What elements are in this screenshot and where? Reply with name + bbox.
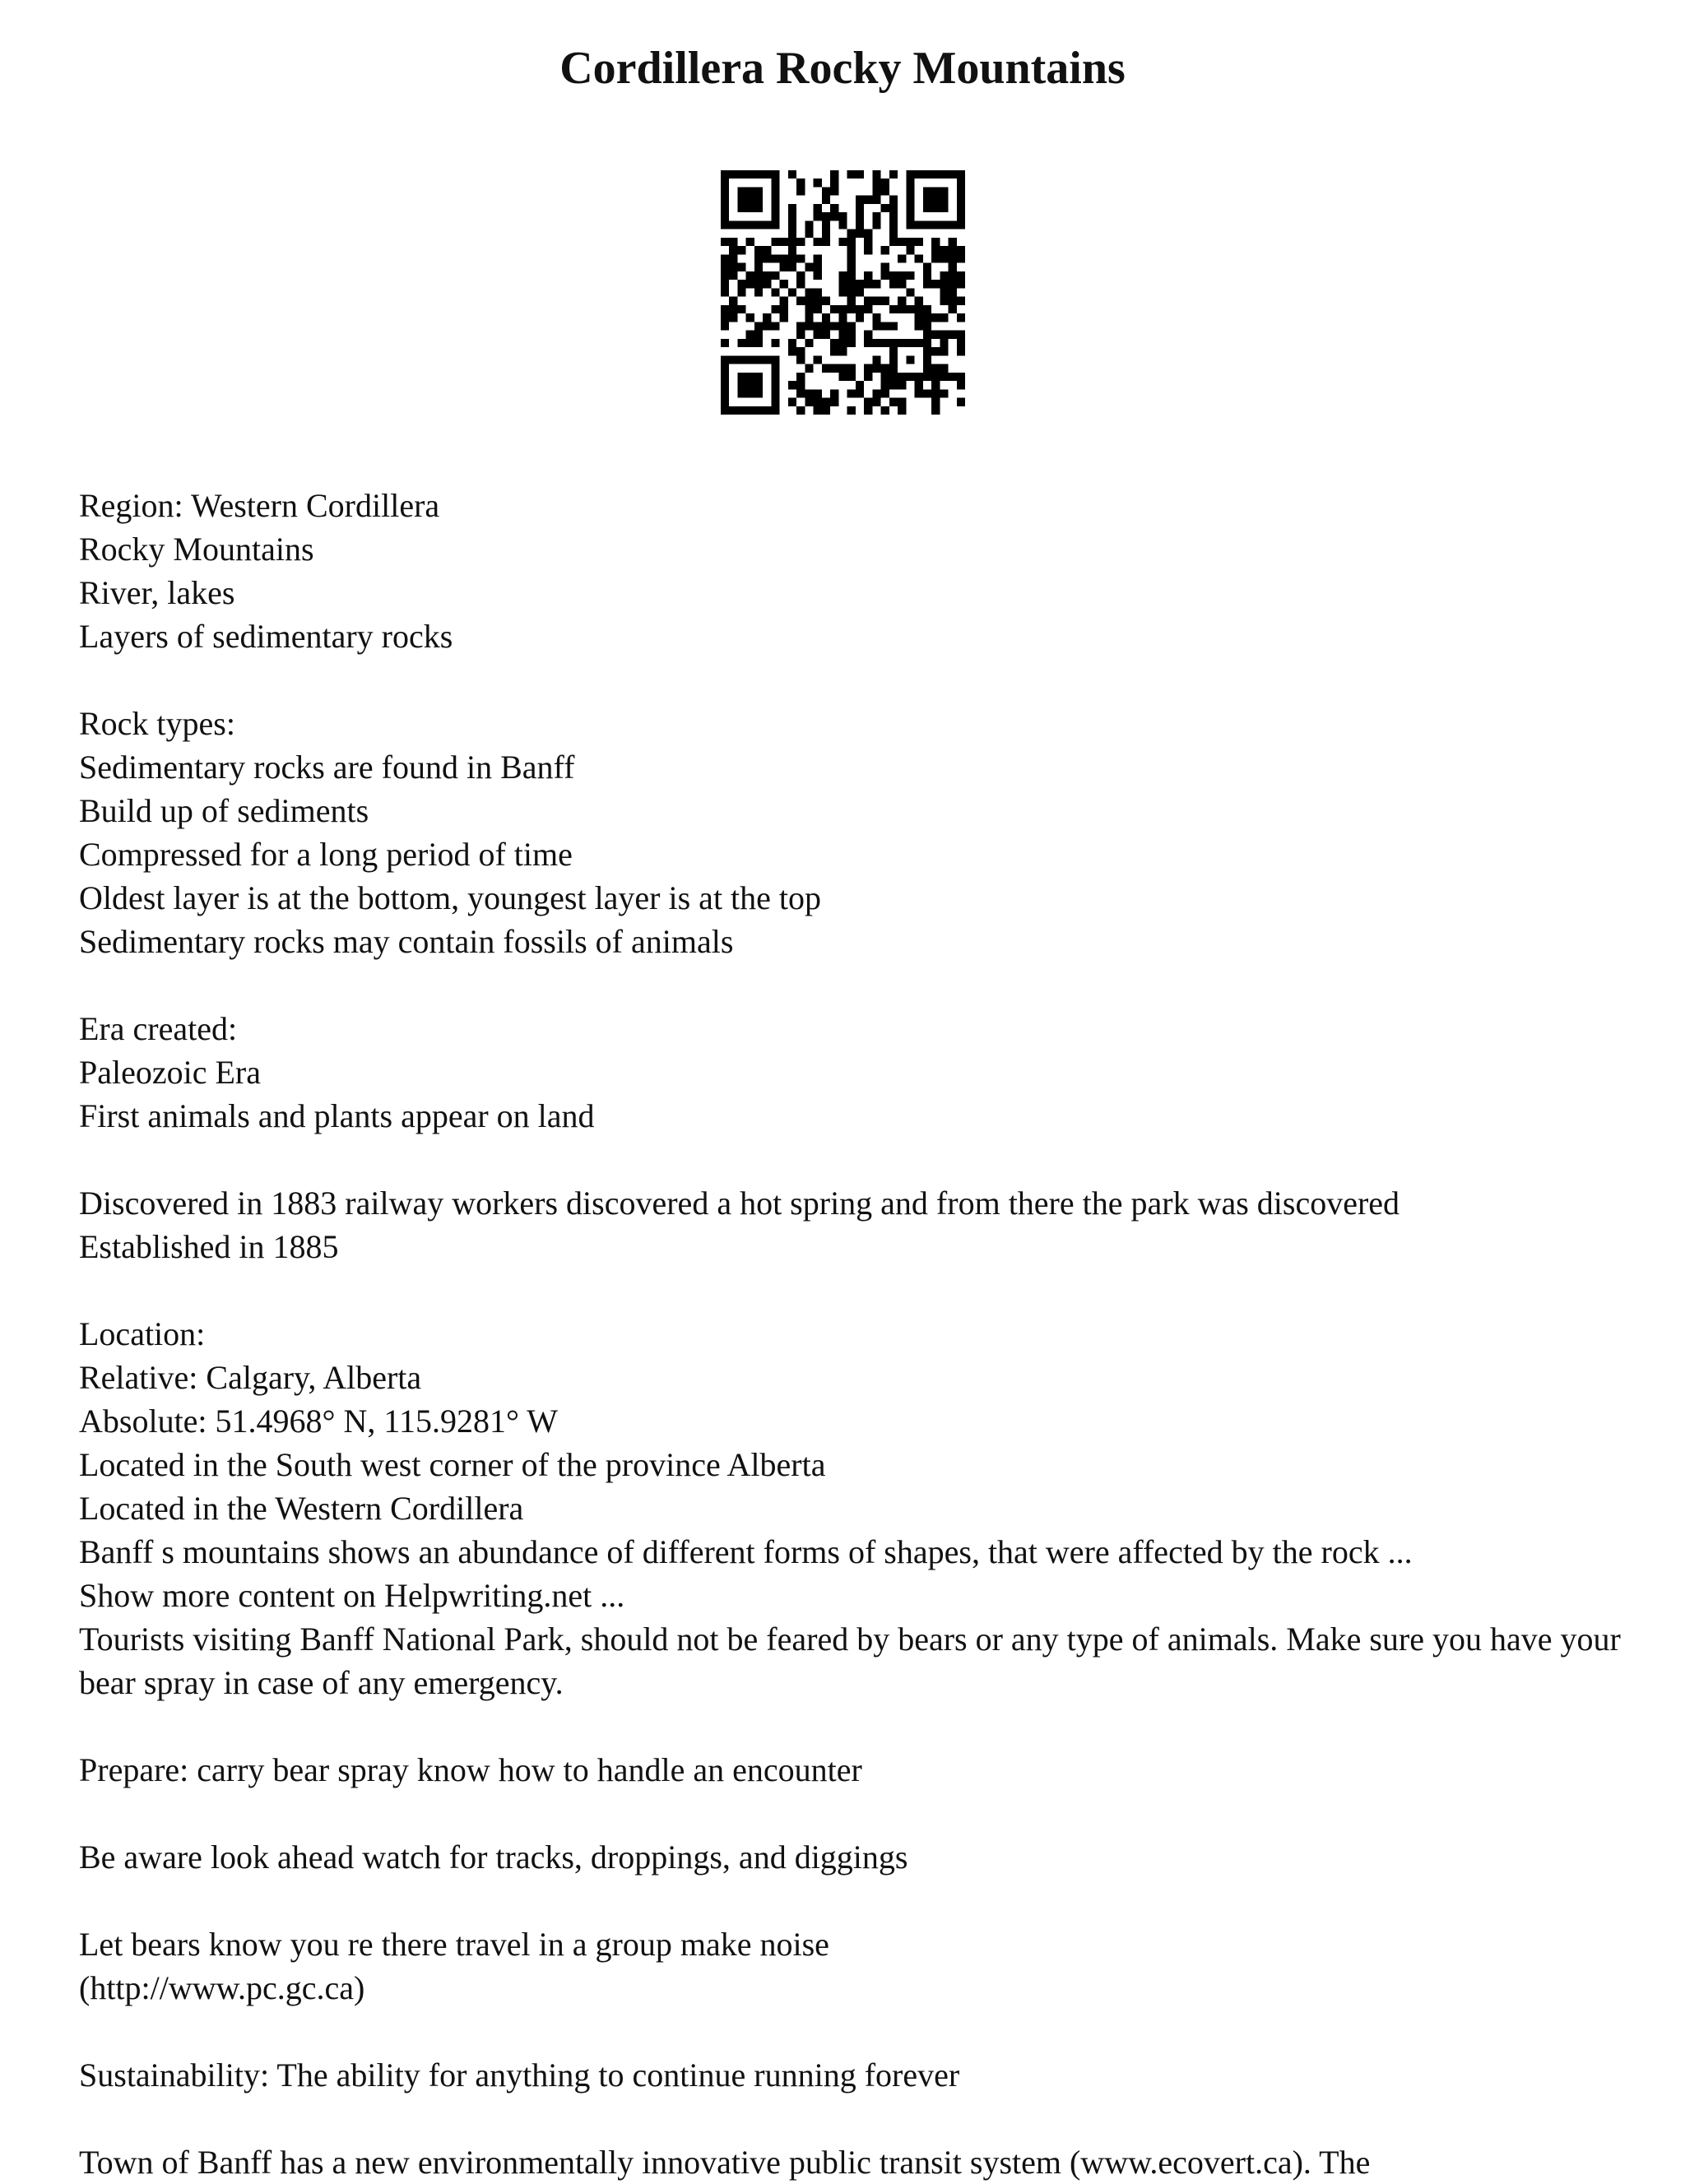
location-section	[79, 1312, 1626, 1704]
discovery-line: Discovered in 1883 railway workers discovered a hot spring and from there the park was discovered	[79, 1185, 1400, 1222]
location-line: Located in the Western Cordillera	[79, 1490, 524, 1527]
discovery-section	[79, 1181, 1626, 1268]
era-line: Paleozoic Era	[79, 1054, 261, 1091]
let-bears-line: Let bears know you re there travel in a group make noise	[79, 1926, 829, 1963]
location-line: Relative: Calgary, Alberta	[79, 1359, 422, 1396]
region-section	[79, 484, 1626, 658]
region-line: Region: Western Cordillera	[79, 487, 440, 524]
location-heading: Location:	[79, 1315, 206, 1352]
tourists-paragraph: Tourists visiting Banff National Park, should not be feared by bears or any type of animals. Make sure you have your bear spray in case of any emergency.	[79, 1621, 1621, 1701]
era-heading: Era created:	[79, 1010, 238, 1047]
transit-line: Town of Banff has a new environmentally innovative public transit system (www.ecovert.ca). The	[79, 2144, 1371, 2181]
era-section	[79, 1007, 1626, 1138]
location-line: Absolute: 51.4968° N, 115.9281° W	[79, 1403, 558, 1440]
established-line: Established in 1885	[79, 1228, 339, 1265]
show-more-link: Show more content on Helpwriting.net ...	[79, 1577, 625, 1614]
location-line: Located in the South west corner of the province Alberta	[79, 1446, 826, 1483]
rock-types-line: Oldest layer is at the bottom, youngest layer is at the top	[79, 879, 822, 916]
let-bears-section	[79, 1922, 1626, 2010]
rock-types-line: Sedimentary rocks are found in Banff	[79, 749, 575, 786]
region-line: River, lakes	[79, 574, 235, 611]
rock-types-line: Build up of sediments	[79, 792, 369, 829]
rock-types-heading: Rock types:	[79, 705, 235, 742]
era-line: First animals and plants appear on land	[79, 1097, 595, 1134]
page-title: Cordillera Rocky Mountains	[559, 43, 1126, 94]
sustainability-line: Sustainability: The ability for anything to continue running forever	[79, 2056, 960, 2094]
rock-types-line: Sedimentary rocks may contain fossils of animals	[79, 923, 734, 960]
region-line: Rocky Mountains	[79, 531, 314, 568]
qr-code-icon	[721, 170, 965, 415]
source-citation: (http://www.pc.gc.ca)	[79, 1969, 365, 2006]
rock-types-line: Compressed for a long period of time	[79, 836, 573, 873]
prepare-line: Prepare: carry bear spray know how to handle an encounter	[79, 1751, 862, 1788]
location-line: Banff s mountains shows an abundance of different forms of shapes, that were affected by the rock ...	[79, 1533, 1413, 1570]
be-aware-line: Be aware look ahead watch for tracks, droppings, and diggings	[79, 1839, 908, 1876]
rock-types-section	[79, 702, 1626, 963]
document-body	[79, 484, 1626, 2184]
region-line: Layers of sedimentary rocks	[79, 618, 453, 655]
